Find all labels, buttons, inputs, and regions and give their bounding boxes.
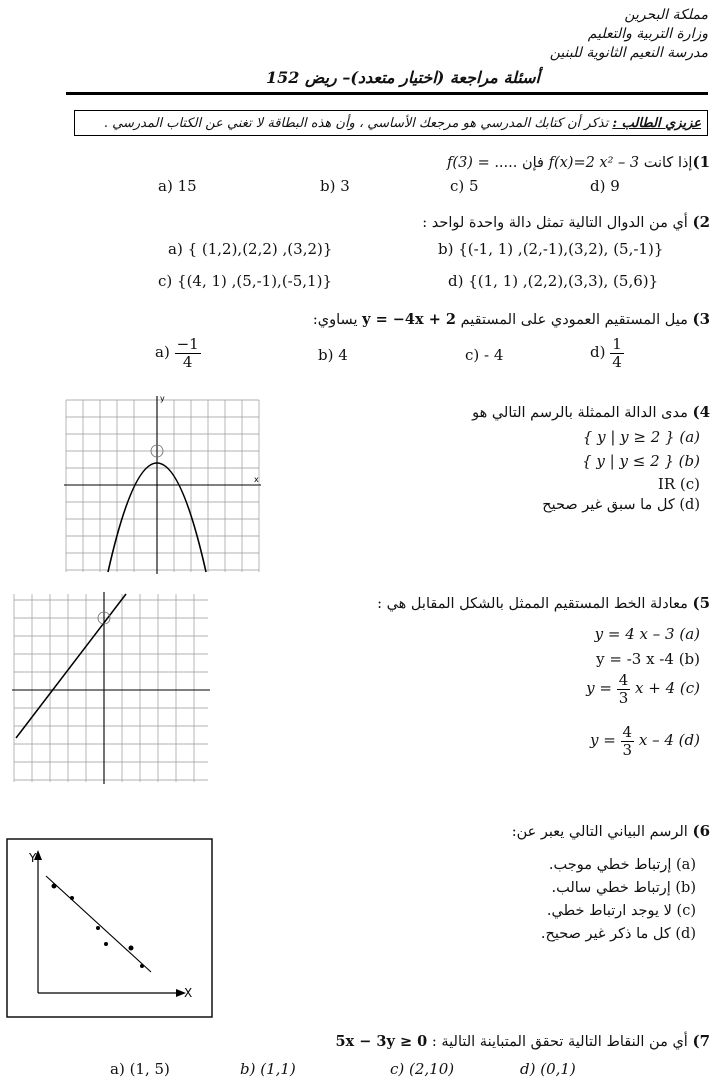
question-5	[377, 594, 710, 612]
q7-option-c[interactable]: c) (2,10)	[390, 1060, 455, 1078]
q6-option-a[interactable]: (a) إرتباط خطي موجب.	[548, 857, 696, 873]
notice-text: تذكر أن كتابك المدرسي هو مرجعك الأساسي ، وأن هذه البطاقة لا تغني عن الكتاب المدرسي .	[103, 116, 613, 131]
q6-trend-line	[46, 876, 151, 972]
q1-mid: فإن ..... =	[477, 155, 544, 171]
q5-c-fraction	[617, 672, 631, 706]
q6-scatter-graph	[6, 838, 216, 1020]
page-title: أسئلة مراجعة (اختيار متعدد)– ريض 152	[266, 68, 540, 87]
q6-x-label: X	[184, 986, 193, 1000]
q5-number: 5)	[692, 594, 710, 612]
q3-tail: يساوي:	[312, 312, 358, 328]
q3-d-denominator: 4	[612, 352, 622, 371]
q1-option-b[interactable]: b) 3	[320, 177, 350, 195]
question-7	[335, 1032, 710, 1050]
q3-d-numerator: 1	[612, 335, 622, 353]
q2-text: أي من الدوال التالية تمثل دالة واحدة لواحد :	[422, 215, 688, 231]
q5-c-pre: y =	[586, 679, 612, 697]
question-6	[512, 822, 710, 840]
header-block	[550, 6, 708, 63]
q2-option-d[interactable]: d) {(1, 1) ,(2,2),(3,3), (5,6)}	[448, 272, 659, 290]
q6-text: الرسم البياني التالي يعبر عن:	[511, 824, 688, 840]
q7-number: 7)	[692, 1032, 710, 1050]
q4-option-b[interactable]: { y | y ≤ 2 } (b)	[582, 452, 700, 470]
notice-lead: عزيزي الطالب :	[612, 116, 701, 131]
q6-y-label: Y	[29, 851, 37, 865]
q5-c-numerator: 4	[618, 671, 629, 689]
q6-point	[140, 964, 144, 968]
question-1	[447, 153, 710, 171]
q6-number: 6)	[692, 822, 710, 840]
question-2	[422, 213, 710, 231]
q6-point	[96, 926, 100, 930]
q4-option-d[interactable]: (d) كل ما سبق غير صحيح	[542, 497, 700, 513]
q4-number: 4)	[692, 403, 710, 421]
q5-option-b[interactable]: y = -3 x -4 (b)	[596, 650, 700, 668]
q7-option-b[interactable]: b) (1,1)	[240, 1060, 296, 1078]
q4-option-a[interactable]: { y | y ≥ 2 } (a)	[582, 428, 700, 446]
q5-d-pre: y =	[589, 731, 616, 749]
q3-option-a-label: a)	[155, 343, 170, 361]
question-3	[313, 310, 710, 328]
q2-option-c[interactable]: c) {(4, 1) ,(5,-1),(-5,1)}	[158, 272, 332, 290]
q5-c-denominator: 3	[618, 688, 629, 707]
q5-d-post: x – 4 (d)	[638, 731, 700, 749]
q1-option-a[interactable]: a) 15	[158, 177, 197, 195]
q7-text: أي من النقاط التالية تحقق المتباينة التالية :	[431, 1034, 688, 1050]
student-notice	[74, 110, 708, 136]
q3-option-d-label: d)	[590, 343, 606, 361]
q2-number: 2)	[692, 213, 710, 231]
q3-option-d[interactable]	[590, 336, 624, 370]
q6-option-b[interactable]: (b) إرتباط خطي سالب.	[551, 880, 696, 896]
q4-x-label: x	[254, 475, 259, 484]
q1-option-d[interactable]: d) 9	[590, 177, 620, 195]
q3-a-denominator: 4	[182, 352, 193, 371]
q3-equation: y = −4x + 2	[362, 311, 456, 328]
q5-c-post: x + 4 (c)	[635, 679, 700, 697]
ministry-name: وزارة التربية والتعليم	[587, 26, 708, 42]
q5-line-graph	[8, 588, 213, 786]
kingdom-name: مملكة البحرين	[624, 7, 708, 23]
q5-text: معادلة الخط المستقيم الممثل بالشكل المقابل هي :	[377, 596, 688, 612]
q4-option-c[interactable]: IR (c)	[657, 475, 700, 493]
q6-point	[52, 884, 57, 889]
q5-d-fraction	[621, 724, 635, 758]
q1-option-c[interactable]: c) 5	[450, 177, 479, 195]
q2-option-a[interactable]: a) { (1,2),(2,2) ,(3,2)}	[168, 240, 333, 258]
q5-option-c[interactable]	[586, 672, 700, 706]
q3-text: ميل المستقيم العمودي على المستقيم	[460, 312, 688, 328]
q7-option-d[interactable]: d) (0,1)	[520, 1060, 576, 1078]
q3-a-numerator: −1	[176, 335, 199, 353]
q6-point	[104, 942, 108, 946]
q5-option-a[interactable]: y = 4 x – 3 (a)	[594, 625, 700, 643]
q4-parabola-graph	[60, 392, 265, 580]
q3-number: 3)	[692, 310, 710, 328]
question-4	[472, 403, 710, 421]
q6-point	[129, 946, 134, 951]
q3-option-c[interactable]: c) - 4	[465, 346, 504, 364]
school-name: مدرسة النعيم الثانوية للبنين	[549, 45, 708, 61]
q4-text: مدى الدالة الممثلة بالرسم التالي هو	[472, 405, 688, 421]
q7-inequality: 5x − 3y ≥ 0	[335, 1033, 428, 1050]
header-divider	[66, 92, 708, 95]
q3-option-a[interactable]	[155, 336, 201, 370]
q4-y-label: y	[160, 394, 165, 403]
q3-option-d-fraction	[610, 336, 624, 370]
q5-d-numerator: 4	[622, 723, 633, 741]
q6-option-c[interactable]: (c) لا يوجد ارتباط خطي.	[546, 903, 696, 919]
q6-point	[70, 896, 74, 900]
q1-number: 1)	[692, 153, 710, 171]
q1-function: f(x)=2 x² – 3	[548, 155, 640, 171]
q2-option-b[interactable]: b) {(-1, 1) ,(2,-1),(3,2), (5,-1)}	[438, 240, 664, 258]
q7-option-a[interactable]: a) (1, 5)	[110, 1060, 170, 1078]
q6-option-d[interactable]: (d) كل ما ذكر غير صحيح.	[540, 926, 696, 942]
q5-option-d[interactable]	[590, 724, 700, 758]
q3-option-a-fraction	[175, 336, 201, 370]
q3-option-b[interactable]: b) 4	[318, 346, 348, 364]
q1-text: إذا كانت	[643, 155, 693, 171]
q1-lhs: f(3)	[447, 155, 473, 171]
q5-d-denominator: 3	[622, 740, 633, 759]
